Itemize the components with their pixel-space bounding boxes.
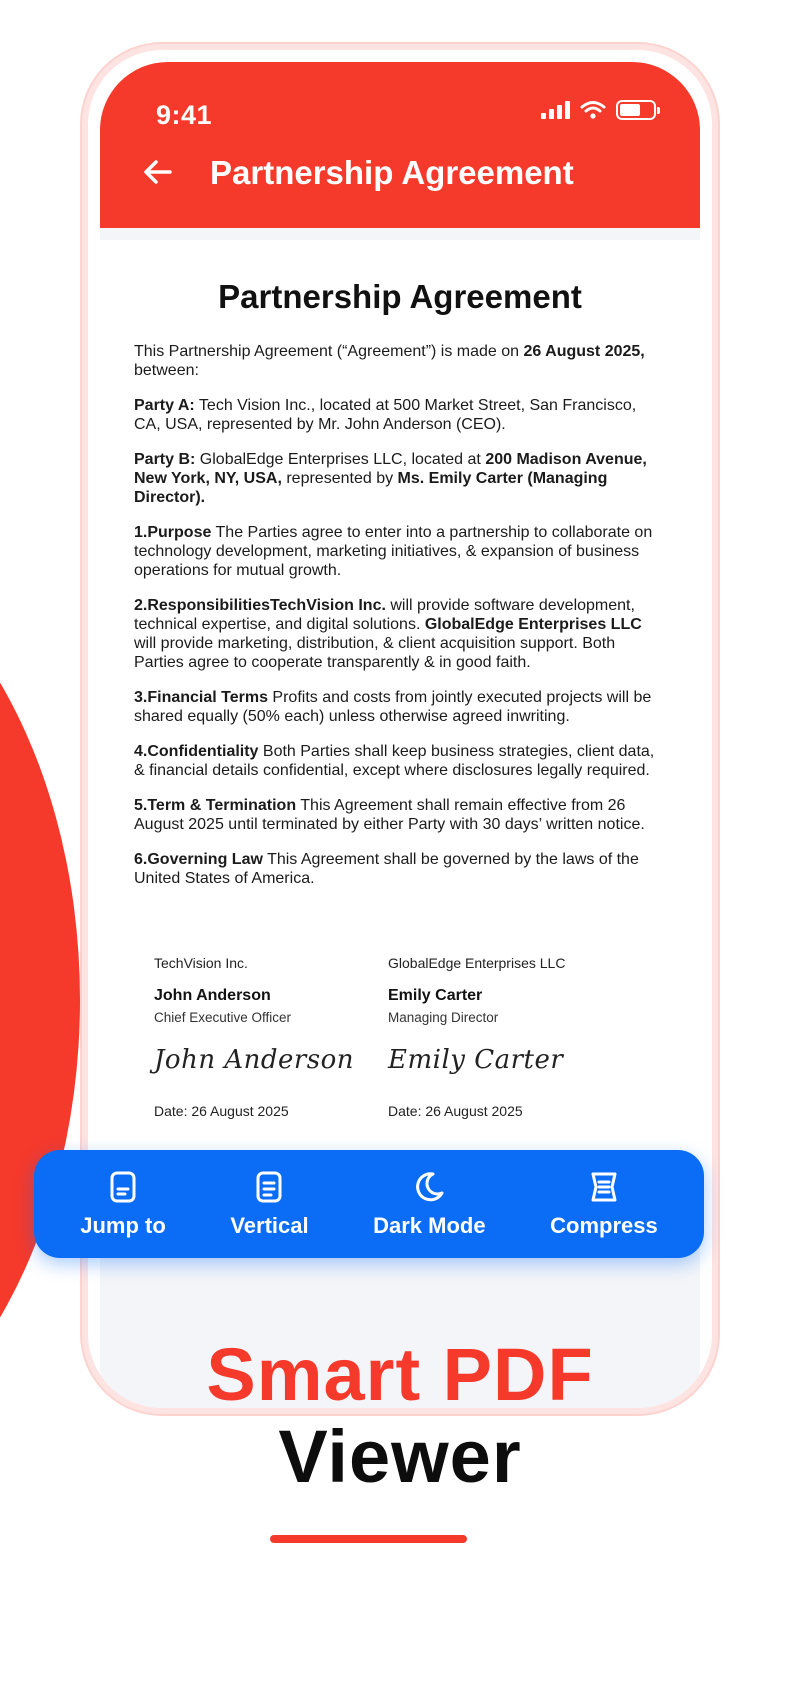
- signal-icon: [541, 101, 570, 119]
- jump-to-button[interactable]: [80, 1169, 166, 1239]
- confidentiality-section: 4.Confidentiality Both Parties shall keep business strategies, client data, & financial details confidential, except where disclosures legally required.: [134, 743, 655, 779]
- tagline-underline: [270, 1535, 467, 1543]
- tagline-line-1: Smart PDF: [206, 1333, 594, 1416]
- signature-date: Date: 26 August 2025: [388, 1103, 523, 1119]
- signature-party-a: [154, 955, 388, 1119]
- document-title: Partnership Agreement: [218, 278, 582, 315]
- compress-label: Compress: [550, 1213, 658, 1238]
- back-arrow-icon[interactable]: [138, 152, 178, 192]
- signature-party-b: [388, 955, 622, 1119]
- vertical-button[interactable]: [230, 1169, 308, 1239]
- party-b-paragraph: Party B: GlobalEdge Enterprises LLC, located at 200 Madison Avenue, New York, NY, USA, represented by Ms. Emily Carter (Managing Director).: [134, 451, 647, 506]
- dark-mode-button[interactable]: [373, 1169, 485, 1239]
- term-termination-section: 5.Term & Termination This Agreement shall remain effective from 26 August 2025 until terminated by either Party with 30 days’ written notice.: [134, 797, 645, 833]
- moon-icon: [411, 1169, 447, 1205]
- handwritten-signature: Emily Carter: [388, 1045, 564, 1075]
- vertical-scroll-icon: [251, 1169, 287, 1205]
- jump-to-label: Jump to: [80, 1213, 166, 1238]
- tagline-line-2: Viewer: [278, 1415, 522, 1498]
- signature-company: TechVision Inc.: [154, 955, 248, 971]
- signature-company: GlobalEdge Enterprises LLC: [388, 955, 566, 971]
- compress-button[interactable]: [550, 1169, 658, 1239]
- status-time: 9:41: [156, 100, 213, 130]
- handwritten-signature: John Anderson: [154, 1045, 355, 1075]
- document-body: [134, 342, 666, 904]
- signatory-role: Chief Executive Officer: [154, 1010, 292, 1025]
- dark-mode-label: Dark Mode: [373, 1213, 486, 1238]
- signatory-role: Managing Director: [388, 1010, 499, 1025]
- intro-paragraph: This Partnership Agreement (“Agreement”) is made on 26 August 2025, between:: [134, 343, 645, 379]
- purpose-section: 1.Purpose The Parties agree to enter into a partnership to collaborate on technology development, marketing initiatives, & expansion of business operations for mutual growth.: [134, 524, 653, 579]
- signature-block: [154, 955, 670, 1119]
- party-a-paragraph: Party A: Tech Vision Inc., located at 500 Market Street, San Francisco, CA, USA, represented by Mr. John Anderson (CEO).: [134, 397, 637, 433]
- battery-icon: [616, 100, 656, 120]
- bottom-toolbar: [34, 1150, 704, 1258]
- compress-icon: [586, 1169, 622, 1205]
- financial-terms-section: 3.Financial Terms Profits and costs from jointly executed projects will be shared equally (50% each) unless otherwise agreed inwriting.: [134, 689, 652, 725]
- signatory-name: John Anderson: [154, 987, 271, 1004]
- document-page: [100, 240, 700, 1200]
- signatory-name: Emily Carter: [388, 987, 483, 1004]
- vertical-label: Vertical: [230, 1213, 309, 1238]
- document-icon: [105, 1169, 141, 1205]
- status-icons: [541, 100, 656, 120]
- wifi-icon: [580, 100, 606, 120]
- signature-date: Date: 26 August 2025: [154, 1103, 289, 1119]
- responsibilities-section: 2.ResponsibilitiesTechVision Inc. will provide software development, technical expertise, and digital solutions. GlobalEdge Enterprises LLC will provide marketing, distribution, & client acquisition support. Both Parties agree to cooperate transparently & in good faith.: [134, 597, 642, 671]
- governing-law-section: 6.Governing Law This Agreement shall be governed by the laws of the United States of America.: [134, 851, 639, 887]
- app-title: Partnership Agreement: [210, 154, 574, 191]
- app-header: [100, 62, 700, 228]
